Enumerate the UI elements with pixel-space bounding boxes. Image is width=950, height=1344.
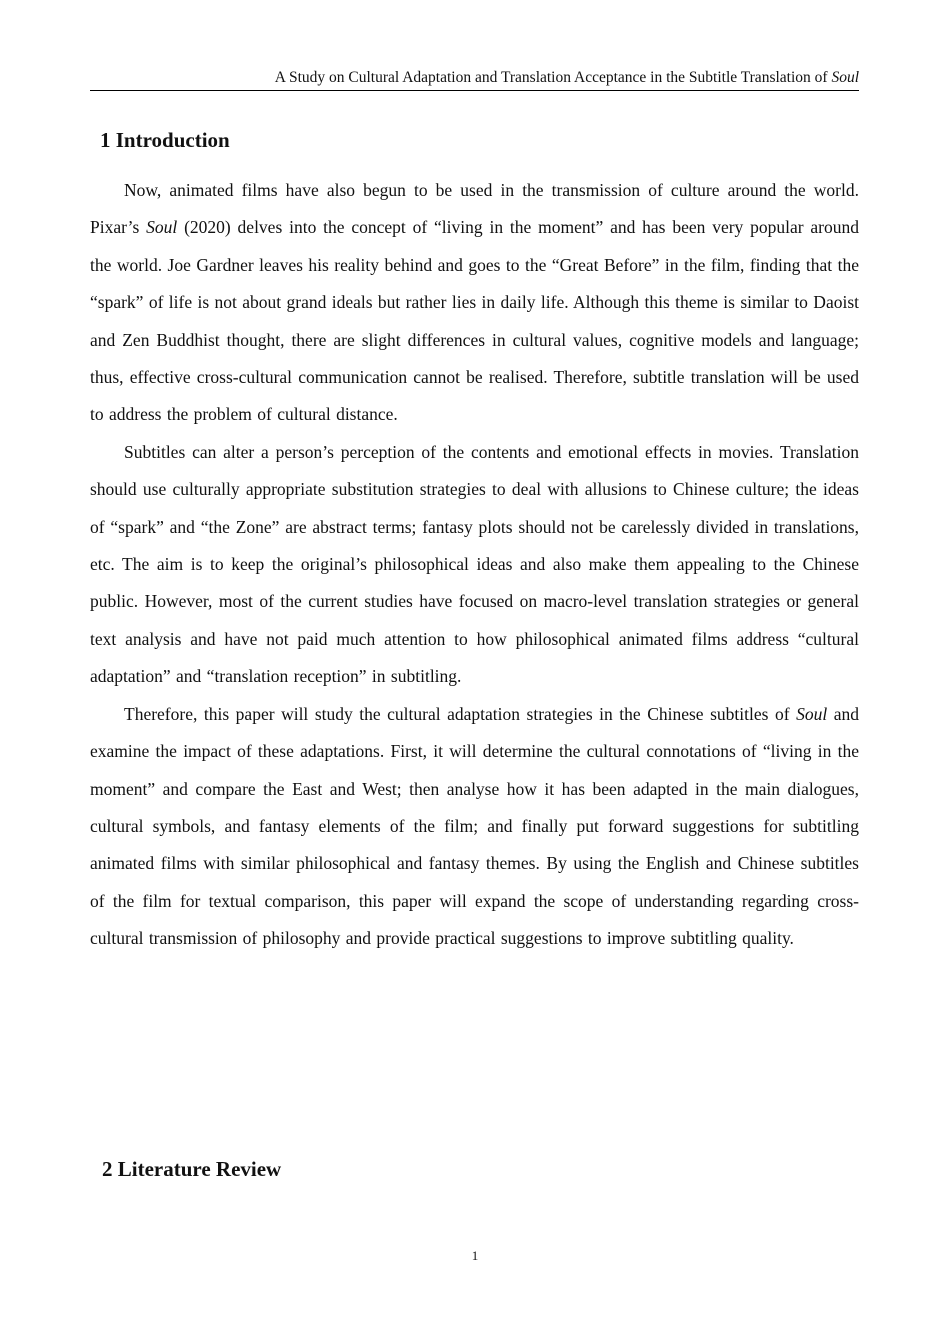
section-heading-introduction: 1 Introduction (100, 128, 230, 152)
paragraph-3 (90, 696, 859, 958)
running-header-film-title: Soul (831, 69, 859, 86)
paragraph-1-text-a: Now, animated films have also begun to be used in the transmission of culture around the world. Pixar’s (90, 180, 859, 238)
paragraph-1-film-title: Soul (146, 217, 178, 238)
page-number: 1 (471, 1248, 479, 1263)
paragraph-1 (90, 172, 859, 434)
paragraph-3-text-a: Therefore, this paper will study the cultural adaptation strategies in the Chinese subtitles of (124, 703, 797, 724)
paragraph-2: Subtitles can alter a person’s perception of the contents and emotional effects in movies. Translation should use culturally appropriate substitution strategies to deal with allusions to Chinese culture; the ideas of “spark” and “the Zone” are abstract terms; fantasy plots should not be carelessly divided in translations, etc. The aim is to keep the original’s philosophical ideas and also make them appealing to the Chinese public. However, most of the current studies have focused on macro-level translation strategies or general text analysis and have not paid much attention to how philosophical animated films address “cultural adaptation” and “translation reception” in subtitling. (90, 441, 859, 687)
section-heading-literature-review: 2 Literature Review (102, 1157, 282, 1181)
paragraph-3-film-title: Soul (796, 703, 828, 724)
paragraph-1-text-b: (2020) delves into the concept of “living in the moment” and has been very popular around the world. Joe Gardner leaves his reality behind and goes to the “Great Before” in the film, finding that the “spark” of life is not about grand ideals but rather lies in daily life. Although this theme is similar to Daoist and Zen Buddhist thought, there are slight differences in cultural values, cognitive models and language; thus, effective cross-cultural communication cannot be realised. Therefore, subtitle translation will be used to address the problem of cultural distance. (90, 217, 860, 425)
introduction-body (90, 172, 859, 958)
paragraph-3-text-b: and examine the impact of these adaptations. First, it will determine the cultural connotations of “living in the moment” and compare the East and West; then analyse how it has been adapted in the main dialogues, cultural symbols, and fantasy elements of the film; and finally put forward suggestions for subtitling animated films with similar philosophical and fantasy themes. By using the English and Chinese subtitles of the film for textual comparison, this paper will expand the scope of understanding regarding cross-cultural transmission of philosophy and provide practical suggestions to improve subtitling quality. (90, 703, 859, 949)
running-header-title: A Study on Cultural Adaptation and Translation Acceptance in the Subtitle Translation of (274, 69, 828, 86)
running-header (90, 68, 859, 91)
